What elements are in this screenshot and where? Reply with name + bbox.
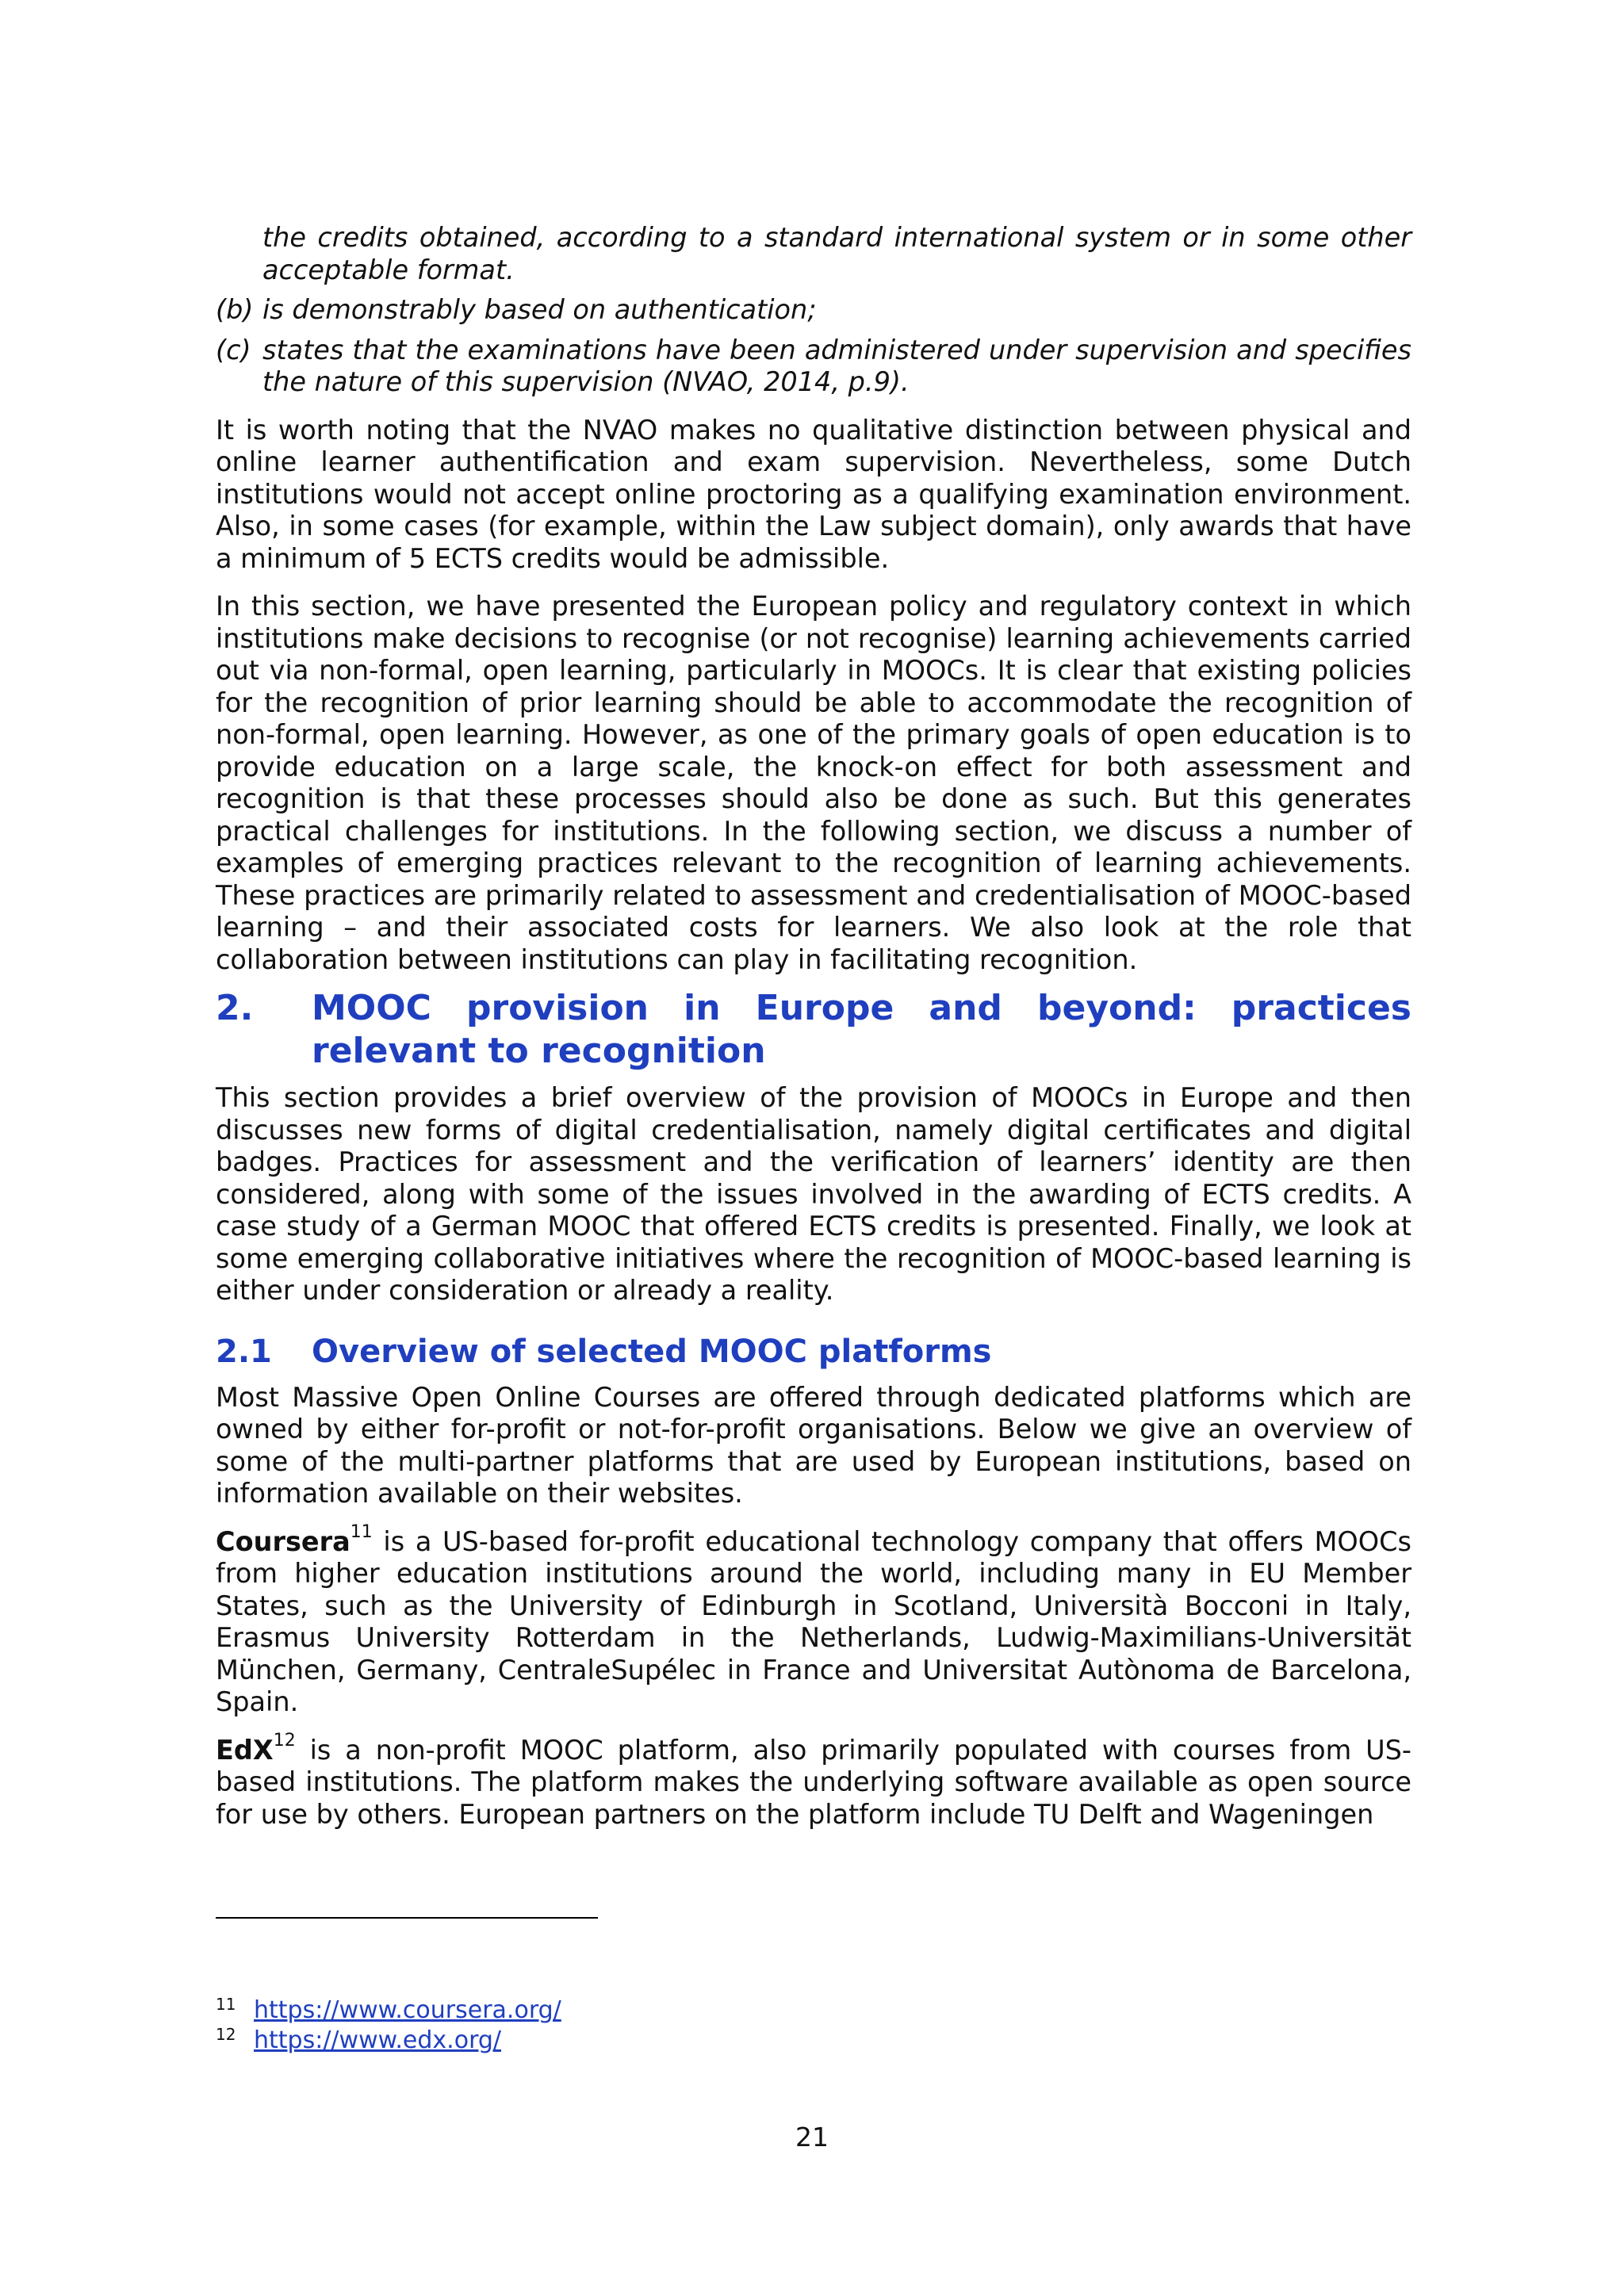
paragraph-section-2-intro: This section provides a brief overview of the provision of MOOCs in Europe and then discusses new forms of digital credentialisation, namely digital certificates and digital badges. Practices for assessment and the verification of learners’ identity are then considered, along with some of the issues involved in the awarding of ECTS credits. A case study of a German MOOC that offered ECTS credits is presented. Finally, we look at some emerging collaborative initiatives where the recognition of MOOC-based learning is either under consideration or already a reality. bbox=[216, 1082, 1411, 1306]
paragraph-nvao: It is worth noting that the NVAO makes no qualitative distinction between physical and online learner authentification and exam supervision. Nevertheless, some Dutch institutions would not accept online proctoring as a qualifying examination environment. Also, in some cases (for example, within the Law subject domain), only awards that have a minimum of 5 ECTS credits would be admissible. bbox=[216, 414, 1411, 574]
footnote-number: 12 bbox=[216, 2025, 236, 2044]
section-number: 2. bbox=[216, 988, 254, 1028]
paragraph-coursera bbox=[216, 1522, 1411, 1719]
subsection-title: Overview of selected MOOC platforms bbox=[312, 1333, 992, 1370]
list-item-b bbox=[216, 294, 1411, 327]
page-content bbox=[216, 222, 1411, 1831]
term-edx: EdX bbox=[216, 1734, 274, 1766]
list-item-a-continuation: the credits obtained, according to a standard international system or in some other acceptable format. bbox=[262, 222, 1411, 285]
paragraph-section-summary: In this section, we have presented the European policy and regulatory context in which institutions make decisions to recognise (or not recognise) learning achievements carried out via non-formal, open learning, particularly in MOOCs. It is clear that existing policies for the recognition of prior learning should be able to accommodate the recognition of non-formal, open learning. However, as one of the primary goals of open education is to provide education on a large scale, the knock-on effect for both assessment and recognition is that these processes should also be done as such. But this generates practical challenges for institutions. In the following section, we discuss a number of examples of emerging practices relevant to the recognition of learning achievements. These practices are primarily related to assessment and credentialisation of MOOC-based learning – and their associated costs for learners. We also look at the role that collaboration between institutions can play in facilitating recognition. bbox=[216, 591, 1411, 975]
section-title: MOOC provision in Europe and beyond: practices relevant to recognition bbox=[312, 988, 1411, 1071]
footnote-separator bbox=[216, 1917, 598, 1919]
list-label: (b) bbox=[216, 294, 254, 325]
footnote-ref-11[interactable]: 11 bbox=[350, 1522, 373, 1543]
footnote-link-coursera[interactable]: https://www.coursera.org/ bbox=[254, 1996, 561, 2024]
section-heading-2 bbox=[216, 987, 1411, 1073]
page-number: 21 bbox=[795, 2122, 829, 2152]
footnote-12 bbox=[216, 2026, 561, 2057]
footnotes bbox=[216, 1996, 561, 2057]
edx-description: is a non-profit MOOC platform, also primarily populated with courses from US-based institutions. The platform makes the underlying software available as open source for use by others. European partners on the platform include TU Delft and Wageningen bbox=[216, 1734, 1411, 1830]
list-text: states that the examinations have been administered under supervision and specifies the nature of this supervision (NVAO, 2014, p.9). bbox=[262, 334, 1411, 397]
subsection-number: 2.1 bbox=[216, 1333, 272, 1370]
list-text: is demonstrably based on authentication; bbox=[262, 294, 817, 325]
list-item-c bbox=[216, 335, 1411, 399]
footnote-link-edx[interactable]: https://www.edx.org/ bbox=[254, 2026, 502, 2054]
term-coursera: Coursera bbox=[216, 1525, 350, 1557]
footnote-number: 11 bbox=[216, 1995, 236, 2014]
coursera-description: is a US-based for-profit educational technology company that offers MOOCs from higher education institutions around the world, including many in EU Member States, such as the University of Edinburgh in Scotland, Università Bocconi in Italy, Erasmus University Rotterdam in the Netherlands, Ludwig-Maximilians-Universität München, Germany, CentraleSupélec in France and Universitat Autònoma de Barcelona, Spain. bbox=[216, 1525, 1411, 1717]
footnote-11 bbox=[216, 1996, 561, 2026]
footnote-ref-12[interactable]: 12 bbox=[273, 1731, 296, 1751]
paragraph-platforms-intro: Most Massive Open Online Courses are offered through dedicated platforms which are owned by either for-profit or not-for-profit organisations. Below we give an overview of some of the multi-partner platforms that are used by European institutions, based on information available on their websites. bbox=[216, 1381, 1411, 1509]
subsection-heading-2-1 bbox=[216, 1331, 1411, 1372]
list-label: (c) bbox=[216, 334, 251, 365]
paragraph-edx bbox=[216, 1731, 1411, 1831]
